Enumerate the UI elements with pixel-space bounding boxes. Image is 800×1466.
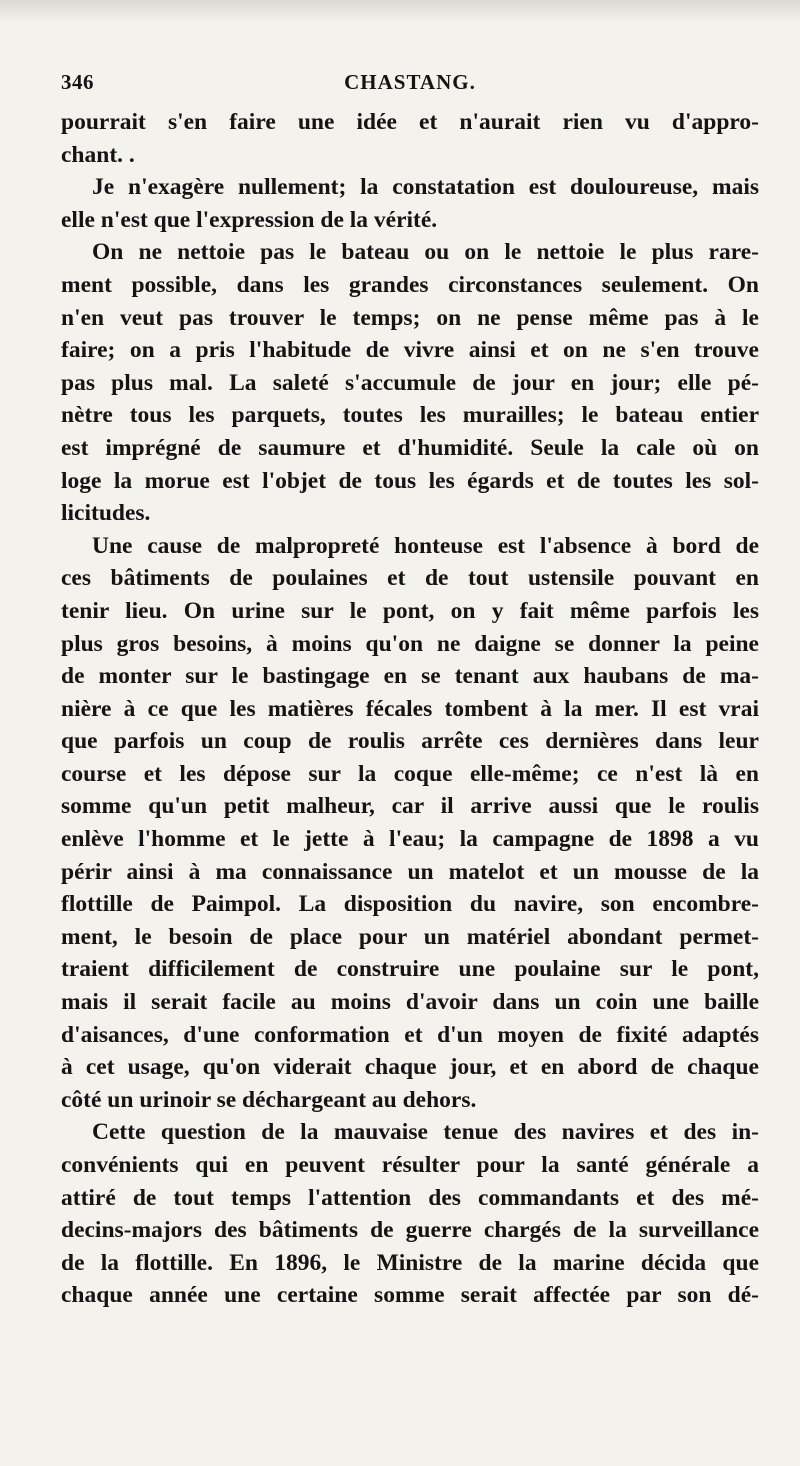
text-line: est imprégné de saumure et d'humidité. Seule la cale où on [61, 434, 759, 461]
text-line: traient difficilement de construire une poulaine sur le pont, [61, 956, 759, 983]
text-line: périr ainsi à ma connaissance un matelot et un mousse de la [61, 858, 759, 885]
text-line: nière à ce que les matières fécales tombent à la mer. Il est vrai [61, 695, 759, 722]
text-line: que parfois un coup de roulis arrête ces dernières dans leur [61, 728, 759, 755]
text-line: chant. . [61, 141, 135, 168]
text-line: tenir lieu. On urine sur le pont, on y fait même parfois les [61, 597, 759, 624]
page-header [61, 70, 759, 100]
text-line: convénients qui en peuvent résulter pour la santé générale a [61, 1152, 759, 1178]
text-line: Je n'exagère nullement; la constatation est douloureuse, mais [92, 174, 759, 201]
page-top-edge [0, 0, 800, 22]
text-line: pas plus mal. La saleté s'accumule de jour en jour; elle pé- [61, 369, 759, 396]
text-line: Une cause de malpropreté honteuse est l'absence à bord de [92, 532, 759, 559]
text-line: faire; on a pris l'habitude de vivre ainsi et on ne s'en trouve [61, 337, 759, 364]
running-head: CHASTANG. [344, 70, 476, 94]
text-line: attiré de tout temps l'attention des commandants et des mé- [61, 1184, 759, 1211]
text-line: mais il serait facile au moins d'avoir dans un coin une baille [61, 989, 759, 1016]
text-line: pourrait s'en faire une idée et n'aurait rien vu d'appro- [61, 109, 759, 135]
text-line: flottille de Paimpol. La disposition du navire, son encombre- [61, 891, 759, 918]
text-line: ces bâtiments de poulaines et de tout ustensile pouvant en [61, 565, 759, 592]
text-line: n'en veut pas trouver le temps; on ne pense même pas à le [61, 304, 759, 331]
text-line: côté un urinoir se déchargeant au dehors. [61, 1086, 477, 1113]
text-line: On ne nettoie pas le bateau ou on le nettoie le plus rare- [92, 239, 759, 266]
text-line: Cette question de la mauvaise tenue des navires et des in- [92, 1119, 759, 1146]
text-line: somme qu'un petit malheur, car il arrive aussi que le roulis [61, 793, 759, 820]
text-line: ment possible, dans les grandes circonstances seulement. On [61, 271, 759, 298]
text-line: course et les dépose sur la coque elle-même; ce n'est là en [61, 760, 759, 787]
text-line: chaque année une certaine somme serait affectée par son dé- [61, 1282, 759, 1309]
text-line: ment, le besoin de place pour un matériel abondant permet- [61, 923, 759, 950]
text-line: licitudes. [61, 500, 151, 527]
text-line: de monter sur le bastingage en se tenant aux haubans de ma- [61, 663, 759, 690]
text-line: plus gros besoins, à moins qu'on ne daigne se donner la peine [61, 630, 759, 657]
text-line: loge la morue est l'objet de tous les égards et de toutes les sol- [61, 467, 759, 494]
text-line: d'aisances, d'une conformation et d'un moyen de fixité adaptés [61, 1021, 759, 1048]
body-text [61, 106, 759, 1312]
text-line: decins-majors des bâtiments de guerre chargés de la surveillance [61, 1217, 759, 1244]
text-line: enlève l'homme et le jette à l'eau; la campagne de 1898 a vu [61, 826, 759, 853]
text-line: à cet usage, qu'on viderait chaque jour, et en abord de chaque [61, 1054, 759, 1081]
text-line: elle n'est que l'expression de la vérité. [61, 206, 438, 233]
text-line: de la flottille. En 1896, le Ministre de la marine décida que [61, 1249, 759, 1276]
text-line: nètre tous les parquets, toutes les murailles; le bateau entier [61, 402, 759, 429]
page-number: 346 [61, 70, 94, 94]
